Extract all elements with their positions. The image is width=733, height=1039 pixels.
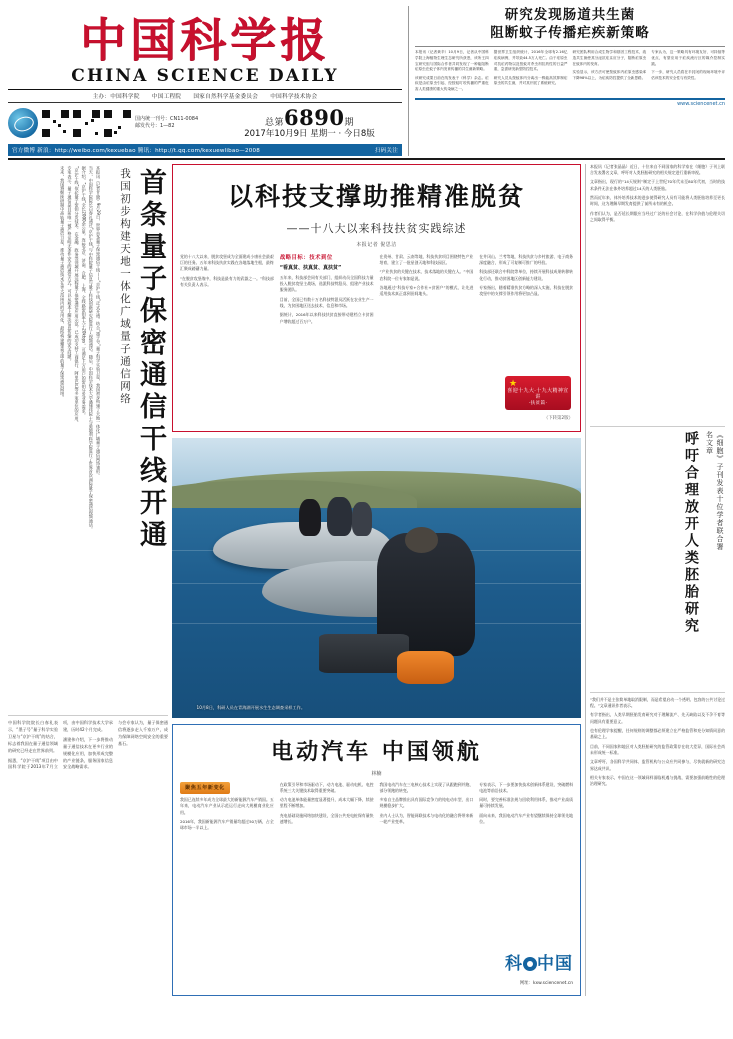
masthead-right-article bbox=[408, 6, 725, 156]
paragraph: 在政策引导和市场驱动下，动力电池、驱动电机、电控系统三大关键技术取得重要突破。 bbox=[279, 781, 374, 793]
badge-line-1: 喜迎十九大·十九大精神宣讲 bbox=[507, 387, 569, 401]
eye-icon bbox=[523, 957, 537, 971]
feature-section-head-1: 战略目标：技术到位 bbox=[279, 254, 333, 261]
left-story-subtitle: 我国初步构建天地一体化广域量子通信网络 bbox=[119, 167, 131, 406]
paragraph: 该研究成果日前在线发表于《科学》杂志。疟疾是由疟原虫引起、经按蚊叮咬传播的严重危害人类健康的重大传染病之一。 bbox=[415, 75, 489, 91]
paragraph: 我国已连续多年成为全球最大的新能源汽车产销国。五年来，电动汽车产业从示范运行走向大规模商业化应用。 bbox=[180, 797, 274, 815]
feature-body-columns bbox=[180, 254, 573, 424]
paragraph: 充电基础设施网络加快建设，全国公共充电桩保有量快速增长。 bbox=[279, 812, 374, 824]
top-article-col-1 bbox=[415, 50, 489, 95]
paragraph: 专家认为，这一策略具有环境友好、可持续等优点，有望应用于疟疾流行区的媒介控制实践。 bbox=[651, 50, 725, 66]
qr-code-weibo[interactable] bbox=[42, 110, 69, 137]
paragraph: 目前，全国已有数十万名科技特派员活跃在农业生产一线，为贫困地区送去技术、信息和市场。 bbox=[279, 296, 374, 308]
qr-code-app[interactable] bbox=[104, 110, 131, 137]
masthead-footer-left[interactable]: 官方微博 新浪：http://weibo.com/kexuebao 腾讯：http://t.qq.com/kexuewlibao—2008 bbox=[12, 147, 260, 154]
logo-char-ke: 科 bbox=[505, 953, 523, 974]
right-story-top-body bbox=[590, 164, 725, 422]
issue-date: 2017年10月9日 星期一 · 今日8版 bbox=[244, 129, 375, 140]
paragraph: 下一步，研究人员将在半封闭的现场环境中评估该技术的安全性与有效性。 bbox=[651, 70, 725, 80]
right-story-headline: 呼吁合理放开人类胚胎研究 bbox=[683, 430, 699, 635]
feature-col-2 bbox=[280, 254, 374, 424]
masthead-left bbox=[8, 6, 408, 156]
campaign-badge bbox=[505, 376, 571, 410]
paragraph: 据统计，2016年以来科技扶贫直接带动建档立卡贫困户增收超过百万户。 bbox=[279, 312, 374, 324]
paragraph: 文章指出，现行的“14天规则”制定于上世纪70年代末至80年代初，当时的技术条件无法在体外培养超过14天的人类胚胎。 bbox=[590, 179, 725, 191]
photo-person-c bbox=[352, 502, 372, 536]
masthead-footer-tag: 扫码关注 bbox=[374, 147, 398, 154]
electric-vehicle-article bbox=[172, 724, 581, 996]
issue-number-value: 6890 bbox=[284, 105, 345, 131]
paragraph: 2016年，我国新能源汽车产销量均超过50万辆，占全球市场一半以上。 bbox=[180, 818, 274, 831]
photo-person-a bbox=[299, 499, 321, 535]
paragraph: 面向未来，我国电动汽车产业有望继续保持全球领先地位。 bbox=[479, 812, 573, 824]
paragraph: 实验显示，该方法可使按蚊体内疟原虫感染率下降98%以上，为疟疾防控提供了全新思路。 bbox=[572, 70, 647, 80]
issue-label: 总第 bbox=[265, 118, 285, 129]
paragraph: 党的十八大以来，脱贫攻坚成为全面建成小康社会最艰巨的任务。五年来科技扶贫实践在各地落地生根，最终汇聚成磅礴力量。 bbox=[180, 253, 274, 272]
ev-headline: 电动汽车 中国领航 bbox=[271, 738, 482, 765]
photo-block bbox=[172, 438, 581, 718]
top-article-col-2 bbox=[494, 50, 568, 95]
sponsor-4: 中国科学技术协会 bbox=[270, 94, 318, 101]
paragraph: 在贵州、甘肃、云南等地，科技扶贫项目围绕特色产业培育，建立了一批星创天地和科技园区。 bbox=[379, 253, 474, 266]
top-article-columns bbox=[415, 50, 725, 95]
feature-col-4 bbox=[479, 254, 573, 424]
paragraph: 各地通过“科技专家+合作社+贫困户”的模式，让先进适用技术真正落到田间地头。 bbox=[379, 285, 474, 297]
paragraph: 据悉，“京沪干线”项目由中国科学院于2013年7月立项，由中国科学技术大学承建，历时42个月完成。 bbox=[8, 719, 113, 770]
top-article-col-3 bbox=[573, 50, 647, 95]
photo-orange-float bbox=[397, 651, 454, 685]
globe-icon bbox=[8, 108, 38, 138]
right-story-subheadline: 《细胞》子刊发表十位学者联合署名文章 bbox=[705, 430, 724, 551]
top-article-col-4 bbox=[651, 50, 725, 95]
left-story-headline: 首条量子保密通信干线开通 bbox=[135, 167, 166, 552]
paragraph: 据世界卫生组织统计，2016年全球有2.16亿疟疾病例，并导致44.5万人死亡。由于疟原虫对抗疟药物以及按蚊对杀虫剂抗药性的日益严重，急需研发新型防控技术。 bbox=[493, 50, 568, 72]
issue-block bbox=[217, 106, 402, 139]
headline-divider bbox=[415, 46, 725, 47]
paragraph: 有学者指出，人类早期胚胎发育研究对于理解流产、先天缺陷以及不孕不育等问题具有重要意义。 bbox=[590, 712, 725, 724]
news-photo bbox=[172, 438, 581, 718]
paragraph: 我国电动汽车在三电核心技术上实现了从跟跑到并跑、部分领跑的转变。 bbox=[379, 781, 474, 793]
registration-code-1: 国内统一刊号：CN11-0084 bbox=[135, 115, 199, 122]
science-china-logo[interactable] bbox=[477, 951, 573, 991]
paragraph: 本报讯（记者甘晓）9月29日，世界首条量子保密通信干线——“京沪干线”正式开通。结合“墨子号”量子科学实验卫星，我国初步构建了天地一体化广域量子通信网络雏形。 bbox=[96, 165, 101, 478]
feature-byline: 本报记者 倪思洁 bbox=[356, 241, 397, 248]
paragraph: 多家自主品牌推出具有国际竞争力的纯电动车型，出口规模稳步扩大。 bbox=[379, 797, 474, 809]
paragraph: 潘建伟介绍，下一步将推动量子通信技术在更多行业的规模化应用，加快形成完整的产业链条，服务国家信息安全战略需求。 bbox=[63, 736, 113, 770]
feature-col-1 bbox=[180, 254, 274, 424]
paragraph: 未来，我国将继续研制中高轨量子通信卫星，推动量子通信技术在更大范围内的实用化，最终构建覆盖全球的量子保密通信网络。 bbox=[60, 165, 66, 400]
paragraph: 在井冈山、兰考等地，科技扶贫与乡村旅游、电子商务深度融合，形成了可复制可推广的经验。 bbox=[479, 253, 573, 266]
badge-line-2: ·扶贫篇· bbox=[528, 400, 548, 406]
paragraph: 文章呼吁，各国科学共同体、监管机构与公众应共同参与，尽快就新的研究边界达成共识。 bbox=[590, 759, 725, 771]
right-column bbox=[585, 164, 725, 996]
paragraph: 据介绍，“京沪干线”全长2000余公里，连接北京、济南、合肥、上海，全线路密钥率大于20kbps，可满足上万用户的密钥分发业务需求。 bbox=[81, 165, 87, 417]
center-column bbox=[172, 164, 581, 996]
paragraph: 动力电池单体能量密度显著提升，成本大幅下降，续驶里程不断增加。 bbox=[279, 797, 374, 809]
website-url[interactable]: www.sciencenet.cn bbox=[677, 101, 725, 108]
masthead bbox=[8, 6, 725, 160]
ev-col-2 bbox=[280, 782, 374, 991]
paragraph: “产业扶贫的关键在技术，技术落地的关键在人。”中国农科院一位专家如是说。 bbox=[379, 269, 474, 281]
registration-codes bbox=[135, 116, 213, 131]
registration-code-2: 邮发代号：1—82 bbox=[135, 123, 175, 130]
logo-char-china: 中国 bbox=[537, 953, 573, 974]
issue-number bbox=[217, 106, 402, 129]
paragraph: 五年来，科技部会同有关部门，组织动员全国科技力量投入脱贫攻坚主战场，选派科技特派员、组建产业技术服务团队。 bbox=[279, 274, 374, 293]
left-story-body bbox=[8, 164, 102, 712]
left-story-continued bbox=[8, 715, 168, 905]
page-body bbox=[8, 164, 725, 996]
continued-note: （下转第2版） bbox=[543, 415, 573, 421]
ev-col-1 bbox=[180, 782, 274, 991]
paragraph: 研究团队利用合成生物学和基因工程技术，改造共生菌使其分泌抗疟효应分子，阻断疟原虫在蚊体内的发育。 bbox=[572, 50, 647, 66]
right-story-headline-block bbox=[590, 426, 725, 688]
feature-article bbox=[172, 164, 581, 432]
issue-unit: 期 bbox=[344, 118, 354, 129]
photo-main-person-head bbox=[405, 527, 438, 552]
feature-section-head-2: “看真贫、扶真贫、真扶贫” bbox=[279, 265, 342, 272]
photo-equipment-case bbox=[319, 634, 409, 673]
paragraph: “京沪干线”依托量子密钥分发技术，在金融、政务等领域开展远程量子保密通信应用示范，已成功支持工商银行、阿里巴巴等多家单位的应用。 bbox=[74, 165, 80, 425]
ev-series-chip: 聚焦五年新变化 bbox=[180, 782, 230, 794]
paragraph: 然而近年来，体外培养技术的进步使得研究人员有可能将人类胚胎培养至更长时间，这为理解早期发育提供了前所未有的机会。 bbox=[590, 195, 725, 207]
logo-url[interactable]: 网址：kxw.sciencenet.cn bbox=[519, 980, 573, 986]
paragraph: 中国科学院院长白春礼表示，“墨子号”量子科学实验卫星与“京沪干线”的结合，标志着我国在量子通信领域的研究已经走在世界前列。 bbox=[8, 719, 58, 753]
paragraph: 科技部还联合中科院等单位，持续开展科技成果转移转化行动，推动贫困地区创新能力建设。 bbox=[479, 269, 573, 281]
paragraph: 同时，要完善标准法规与回收利用体系，推动产业高质量可持续发展。 bbox=[479, 797, 573, 809]
left-column bbox=[8, 164, 168, 996]
paragraph: 本报讯（记者黄辛）10月9日，记者从中国科学院上海植物生理生态研究所获悉，该所王四宝研究组与国际合作者共同发现了一种能阻断疟原虫在蚊子体内发育传播的共生菌新策略。 bbox=[415, 50, 489, 72]
paragraph: 业内人士认为，智能网联技术与电动化的融合将带来新一轮产业变革。 bbox=[379, 812, 474, 824]
paragraph: 本报讯（记者张晶晶）近日，十位来自不同国家的科学家在《细胞》子刊上联合发表署名文章，呼吁对人类胚胎研究的相关规定进行重新审视。 bbox=[590, 163, 725, 176]
newspaper-logo-english: CHINA SCIENCE DAILY bbox=[8, 66, 402, 90]
photo-caption: 10月8日，科研人员在青海湖开展水生生态调查采样工作。 bbox=[196, 705, 306, 711]
sponsor-1: 主办：中国科学院 bbox=[92, 94, 140, 101]
paragraph: “我们并不是主张简单地取消限制，而是希望启动一个透明、包容的公共讨论过程。”文章通讯作者表示。 bbox=[590, 696, 725, 709]
paragraph: 当天，中国科学院院长白春礼通过“京沪干线”与中科院量子信息与量子科技创新研究院进行了视频通话。随后，中国科学技术大学潘建伟院士与奥地利科学院进行了世界首次洲际量子保密通信视频通话。 bbox=[88, 165, 94, 531]
feature-subheadline: ——十八大以来科技扶贫实践综述 bbox=[286, 221, 467, 235]
left-lead-story bbox=[8, 164, 168, 712]
ev-col-3 bbox=[380, 782, 474, 991]
paragraph: 专家指出，随着精准扶贫方略的深入实施，科技在脱贫攻坚中的支撑引领作用将更加凸显。 bbox=[479, 285, 573, 297]
paragraph: 与会专家认为，量子保密通信将逐步走入千家万户，成为保障网络空间安全的重要基石。 bbox=[118, 719, 168, 746]
paragraph: 专家表示，量子通信是目前唯一被严格证明无条件安全的通信方式，可以从根本上解决信息传输的安全问题。 bbox=[67, 165, 73, 363]
paragraph: 研究人员从按蚊体内分离出一株能高效抑制疟原虫的共生菌，并对其开展了系统研究。 bbox=[493, 75, 568, 86]
sponsor-2: 中国工程院 bbox=[151, 94, 182, 101]
paragraph: 目前，不同国家和地区对人类胚胎研究的监管政策存在较大差异，国际社会尚未形成统一标准。 bbox=[590, 743, 725, 756]
feature-headline: 以科技支撑助推精准脱贫 bbox=[227, 181, 525, 211]
ev-body-columns bbox=[180, 782, 573, 991]
paragraph: 作者们认为，是否延长期限应当经过广泛的社会讨论，在科学价值与伦理关切之间取得平衡。 bbox=[590, 210, 725, 223]
star-icon: ★ bbox=[509, 378, 518, 389]
masthead-footer-bar bbox=[8, 144, 402, 156]
paragraph: 相关专家表示，中国在这一领域同样面临机遇与挑战，需要加强前瞻性的伦理治理研究。 bbox=[590, 775, 725, 787]
paragraph: 专家表示，下一步要加快技术创新体系建设，突破燃料电池等前沿技术。 bbox=[479, 781, 573, 793]
paragraph: 也有伦理学家提醒，任何规则的调整都必须建立在严格监管和充分知情同意的基础之上。 bbox=[590, 728, 725, 740]
top-headline-line2: 阻断蚊子传播疟疾新策略 bbox=[490, 25, 650, 42]
sponsor-3: 国家自然科学基金委员会 bbox=[193, 94, 259, 101]
masthead-info-row bbox=[8, 103, 402, 141]
photo-person-b bbox=[327, 497, 352, 536]
sponsor-line bbox=[8, 90, 402, 103]
paragraph: “在脱贫攻坚战中，科技是最有力的武器之一。”科技部有关负责人表示。 bbox=[180, 275, 274, 288]
ev-byline: 林楠 bbox=[371, 770, 382, 777]
qr-code-wechat[interactable] bbox=[73, 110, 100, 137]
newspaper-logo-chinese: 中国科学报 bbox=[80, 13, 330, 67]
top-headline-line1: 研究发现肠道共生菌 bbox=[504, 7, 636, 23]
right-story-bottom-body bbox=[590, 692, 725, 982]
feature-col-3 bbox=[380, 254, 474, 424]
